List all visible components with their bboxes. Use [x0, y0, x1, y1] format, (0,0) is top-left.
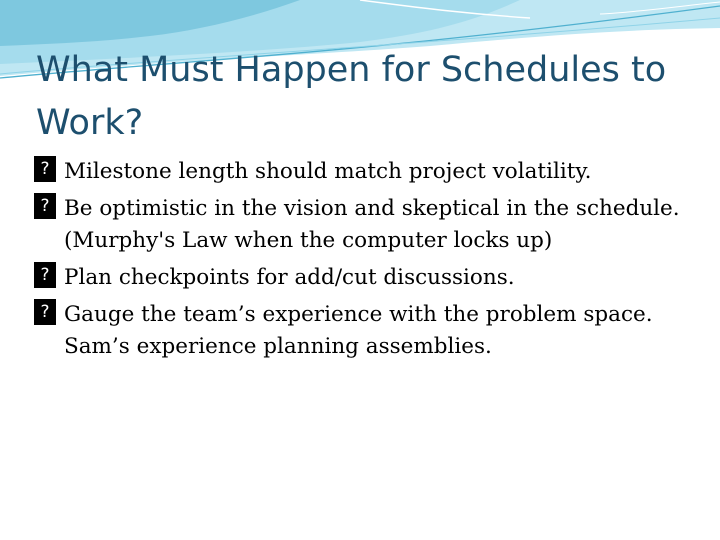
- bullet-glyph-icon: ?: [34, 156, 56, 182]
- bullet-glyph-icon: ?: [34, 193, 56, 219]
- bullet-item: [34, 262, 704, 294]
- bullet-text: Be optimistic in the vision and skeptical in the schedule. (Murphy's Law when the computer locks up): [64, 196, 680, 253]
- bullet-list: [34, 156, 704, 368]
- bullet-glyph-icon: ?: [34, 299, 56, 325]
- bullet-item: [34, 193, 704, 257]
- bullet-text: Plan checkpoints for add/cut discussions.: [64, 265, 515, 290]
- slide-title: What Must Happen for Schedules to Work?: [36, 50, 667, 143]
- bullet-text: Gauge the team’s experience with the problem space. Sam’s experience planning assemblies.: [64, 302, 653, 359]
- bullet-glyph-icon: ?: [34, 262, 56, 288]
- bullet-text: Milestone length should match project volatility.: [64, 159, 592, 184]
- bullet-item: [34, 156, 704, 188]
- bullet-item: [34, 299, 704, 363]
